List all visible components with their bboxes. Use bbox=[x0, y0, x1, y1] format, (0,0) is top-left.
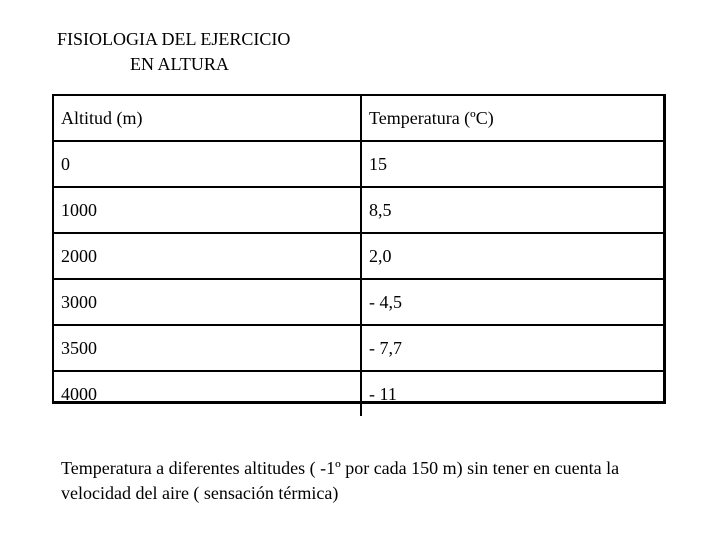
altitude-temperature-table bbox=[52, 94, 666, 404]
data-table bbox=[54, 96, 663, 416]
table-row bbox=[54, 279, 663, 325]
table-row bbox=[54, 371, 663, 416]
cell-temperature: - 4,5 bbox=[361, 279, 663, 325]
header-altitude: Altitud (m) bbox=[54, 96, 361, 141]
table-row bbox=[54, 233, 663, 279]
cell-temperature: - 7,7 bbox=[361, 325, 663, 371]
cell-altitude: 3000 bbox=[54, 279, 361, 325]
table-row bbox=[54, 325, 663, 371]
cell-altitude: 4000 bbox=[54, 371, 361, 416]
table-row bbox=[54, 187, 663, 233]
cell-temperature: 8,5 bbox=[361, 187, 663, 233]
cell-altitude: 2000 bbox=[54, 233, 361, 279]
title-line-1: FISIOLOGIA DEL EJERCICIO bbox=[57, 29, 291, 49]
cell-temperature: - 11 bbox=[369, 383, 397, 404]
cell-altitude: 0 bbox=[54, 141, 361, 187]
title-line-2: EN ALTURA bbox=[130, 54, 229, 74]
table-header-row bbox=[54, 96, 663, 141]
cell-altitude: 3500 bbox=[54, 325, 361, 371]
header-temperature: Temperatura (ºC) bbox=[361, 96, 663, 141]
table-row bbox=[54, 141, 663, 187]
cell-temperature: 15 bbox=[361, 141, 663, 187]
page-title bbox=[57, 27, 337, 77]
table-caption: Temperatura a diferentes altitudes ( -1º por cada 150 m) sin tener en cuenta la velocidad del aire ( sensación térmica) bbox=[61, 458, 620, 503]
cell-altitude: 1000 bbox=[54, 187, 361, 233]
cell-temperature: 2,0 bbox=[361, 233, 663, 279]
